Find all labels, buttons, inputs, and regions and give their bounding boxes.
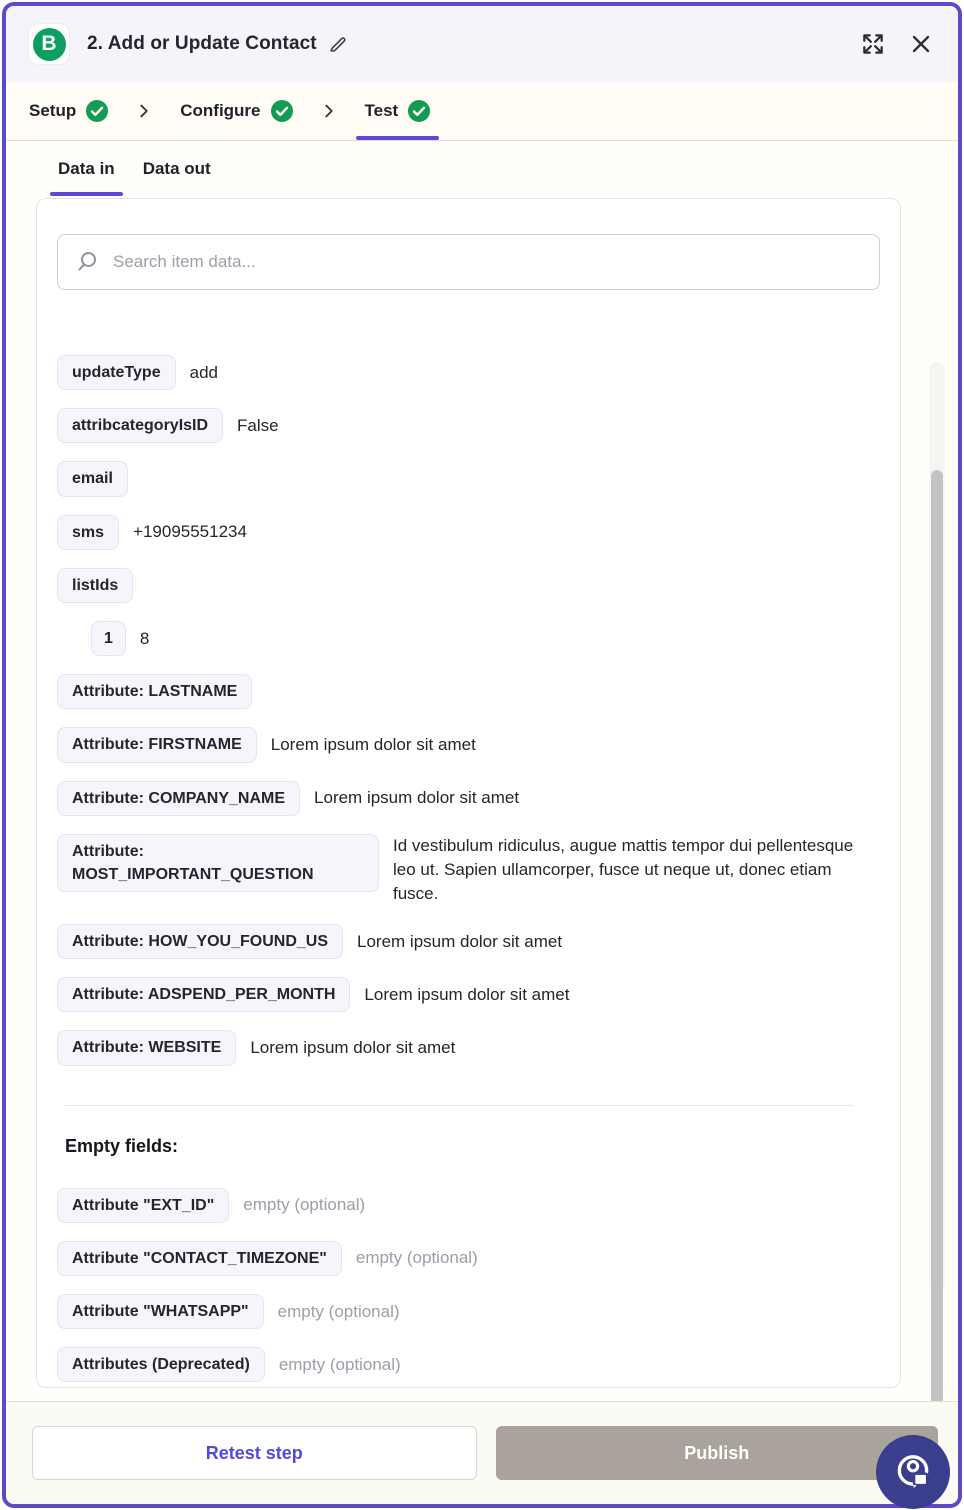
check-icon	[271, 100, 293, 122]
field-value: False	[237, 415, 279, 435]
field-key-pill: Attribute "EXT_ID"	[57, 1188, 229, 1223]
empty-field-value: empty (optional)	[355, 1248, 478, 1268]
empty-field-row	[57, 1347, 880, 1382]
field-key-pill: Attribute: LASTNAME	[57, 674, 252, 709]
search-icon	[75, 250, 99, 274]
check-icon	[86, 100, 108, 122]
modal-header	[6, 6, 958, 82]
brevo-logo-letter: B	[41, 32, 57, 55]
field-value: Lorem ipsum dolor sit amet	[357, 931, 563, 951]
step-editor-modal	[2, 2, 962, 1508]
close-icon	[909, 32, 933, 56]
brevo-logo	[33, 28, 66, 61]
empty-field-row	[57, 1241, 880, 1276]
close-button[interactable]	[906, 29, 936, 59]
scrollbar-thumb[interactable]	[931, 470, 943, 1401]
data-tabs	[58, 151, 958, 196]
step-configure-label: Configure	[180, 101, 261, 120]
data-row-nested	[91, 621, 880, 656]
step-test-label: Test	[364, 101, 399, 120]
data-rows	[57, 355, 880, 1066]
data-in-card	[36, 198, 901, 1388]
data-row	[57, 461, 880, 496]
field-key-pill: email	[57, 461, 128, 496]
data-row	[57, 515, 880, 550]
pencil-icon	[327, 33, 349, 55]
field-key-pill: Attribute: FIRSTNAME	[57, 727, 257, 762]
field-key-pill: Attribute: MOST_IMPORTANT_QUESTION	[57, 834, 379, 892]
chevron-right-icon	[134, 101, 154, 121]
field-key-pill: attribcategoryIsID	[57, 408, 223, 443]
scrollbar-track[interactable]	[929, 362, 945, 1292]
step-progress-bar	[6, 82, 958, 141]
check-icon	[408, 100, 430, 122]
tab-data-in[interactable]: Data in	[58, 151, 115, 196]
data-row	[57, 1030, 880, 1065]
field-value: Lorem ipsum dolor sit amet	[364, 984, 570, 1004]
search-bar[interactable]	[57, 234, 880, 290]
field-key-pill: Attribute: COMPANY_NAME	[57, 781, 300, 816]
empty-field-row	[57, 1294, 880, 1329]
data-row	[57, 355, 880, 390]
data-row	[57, 834, 880, 906]
tab-data-out[interactable]: Data out	[142, 159, 211, 178]
publish-button[interactable]: Publish	[496, 1426, 939, 1480]
step-setup-label: Setup	[29, 101, 77, 120]
field-value: Lorem ipsum dolor sit amet	[270, 734, 476, 754]
section-divider	[65, 1105, 854, 1106]
app-icon-tile	[28, 23, 70, 65]
data-row	[57, 781, 880, 816]
field-value: Lorem ipsum dolor sit amet	[314, 788, 520, 808]
field-value: +19095551234	[133, 522, 247, 542]
expand-button[interactable]	[858, 29, 888, 59]
empty-field-rows	[57, 1188, 880, 1383]
step-test[interactable]	[365, 82, 431, 140]
data-row	[57, 568, 880, 603]
data-row	[57, 924, 880, 959]
data-row	[57, 674, 880, 709]
field-value: add	[189, 362, 218, 382]
field-value: 8	[139, 628, 150, 648]
field-key-pill: listIds	[57, 568, 133, 603]
empty-fields-heading: Empty fields:	[65, 1135, 179, 1156]
search-input[interactable]	[113, 252, 862, 272]
step-configure[interactable]	[180, 82, 292, 140]
retest-step-button[interactable]: Retest step	[32, 1426, 477, 1480]
field-key-pill: Attributes (Deprecated)	[57, 1347, 265, 1382]
empty-field-value: empty (optional)	[243, 1195, 366, 1215]
test-panel	[6, 141, 958, 1401]
data-row	[57, 408, 880, 443]
chat-bubble-icon	[892, 1451, 934, 1493]
data-row	[57, 727, 880, 762]
field-key-pill: Attribute "CONTACT_TIMEZONE"	[57, 1241, 342, 1276]
modal-footer	[6, 1401, 958, 1504]
expand-icon	[860, 31, 886, 57]
empty-field-row	[57, 1188, 880, 1223]
field-value: Lorem ipsum dolor sit amet	[250, 1038, 456, 1058]
empty-field-value: empty (optional)	[278, 1354, 401, 1374]
field-value: Id vestibulum ridiculus, augue mattis tempor dui pellentesque leo ut. Sapien ullamcorper, fusce ut neque ut, donec etiam fusce.	[393, 835, 854, 903]
step-title: 2. Add or Update Contact	[87, 33, 317, 54]
edit-title-button[interactable]	[327, 33, 349, 55]
field-key-pill: Attribute: HOW_YOU_FOUND_US	[57, 924, 343, 959]
field-key-pill: Attribute "WHATSAPP"	[57, 1294, 264, 1329]
field-key-pill: sms	[57, 515, 119, 550]
field-key-pill: 1	[91, 621, 126, 656]
field-key-pill: Attribute: ADSPEND_PER_MONTH	[57, 977, 350, 1012]
field-key-pill: updateType	[57, 355, 176, 390]
field-key-pill: Attribute: WEBSITE	[57, 1030, 236, 1065]
help-chat-fab[interactable]	[876, 1435, 950, 1509]
empty-field-value: empty (optional)	[277, 1301, 400, 1321]
data-row	[57, 977, 880, 1012]
chevron-right-icon	[319, 101, 339, 121]
step-setup[interactable]	[29, 82, 108, 140]
